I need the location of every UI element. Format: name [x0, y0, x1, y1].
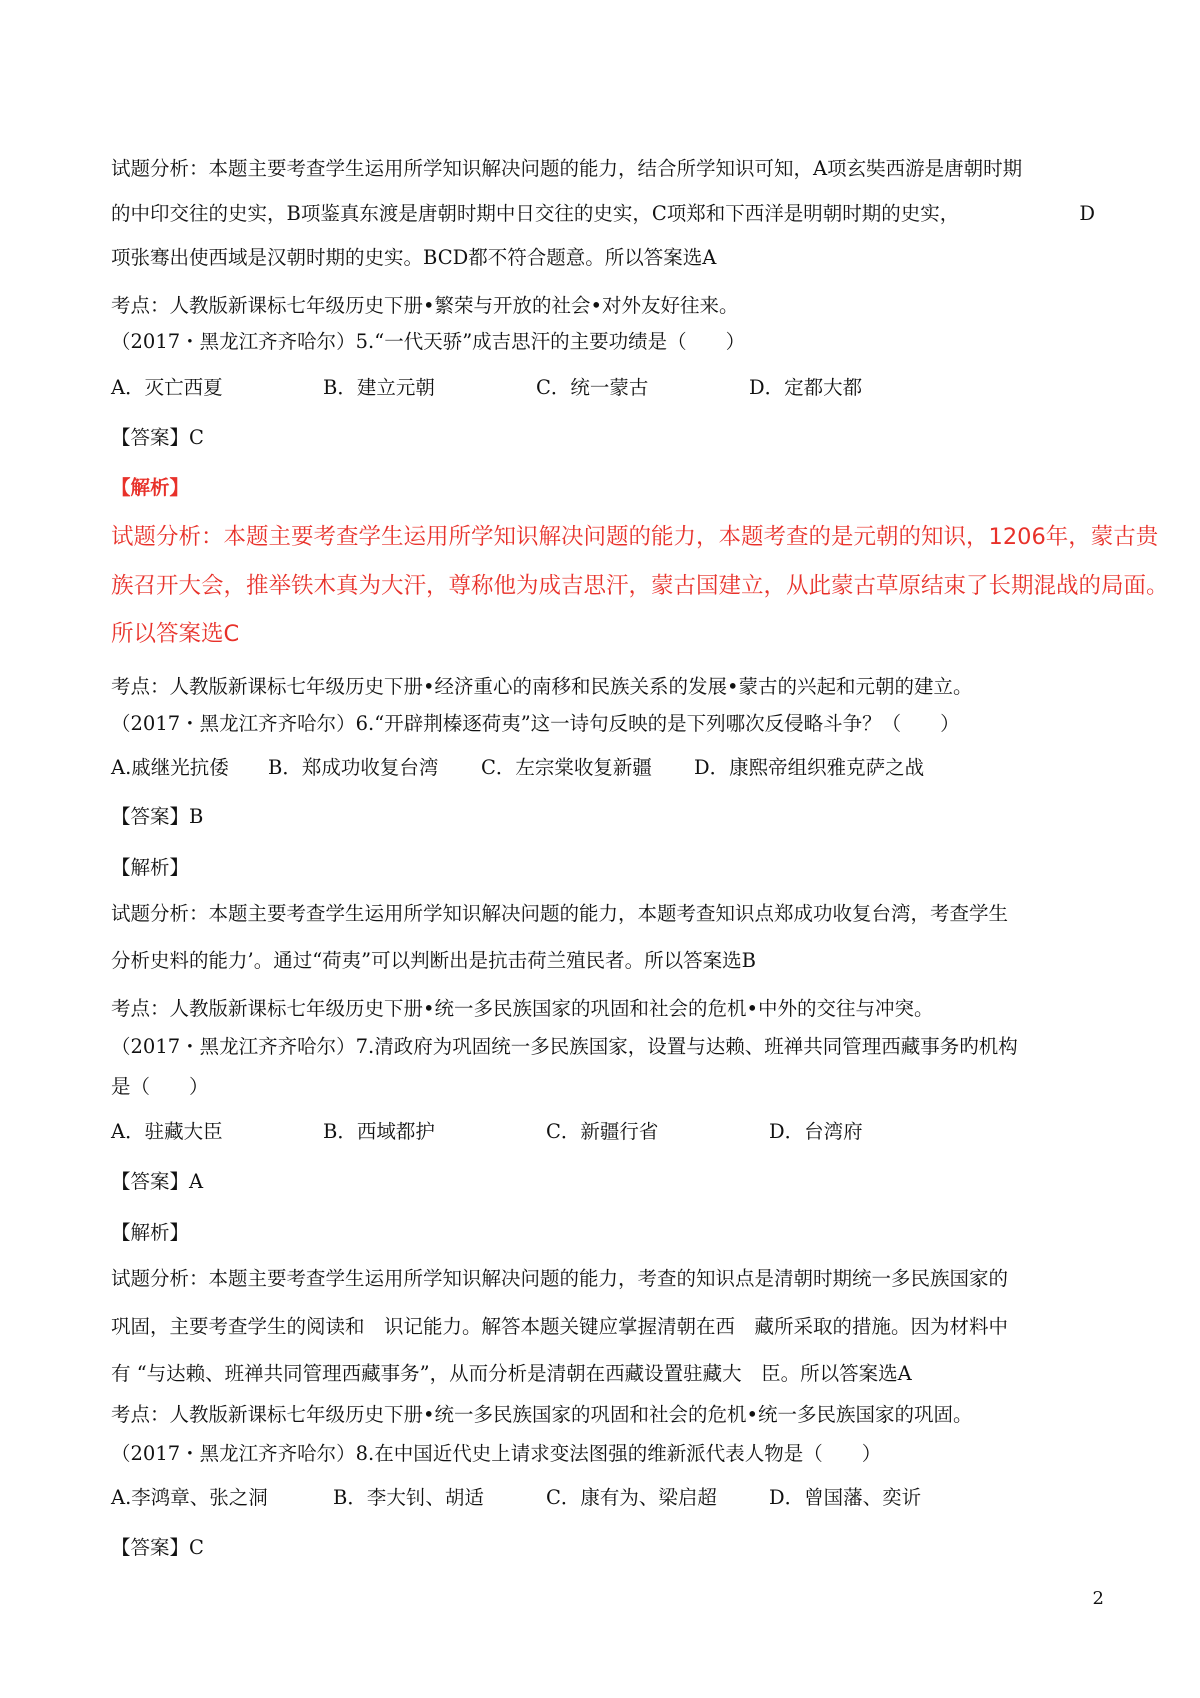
q4-analysis-line-3: 项张骞出使西域是汉朝时期的史实。BCD都不符合题意。所以答案选A: [111, 246, 717, 269]
q4-analysis-text-2: 的中印交往的史实，B项鉴真东渡是唐朝时期中日交往的史实，C项郑和下西洋是明朝时期的史实，: [111, 202, 960, 225]
q8-stem: （2017・黑龙江齐齐哈尔）8.在中国近代史上请求变法图强的维新派代表人物是（ ）: [111, 1442, 882, 1465]
q5-analysis-line-3: 所以答案选C: [111, 621, 240, 647]
q7-option-c: C．新疆行省: [546, 1120, 659, 1143]
q5-jiexi-heading: 【解析】: [111, 476, 190, 499]
q7-stem-line-1: [111, 1033, 1095, 1061]
page-number: 2: [1092, 1588, 1104, 1609]
q4-kaodian: 考点：人教版新课标七年级历史下册•繁荣与开放的社会•对外友好往来。: [111, 294, 739, 317]
q6-kaodian: 考点：人教版新课标七年级历史下册•统一多民族国家的巩固和社会的危机•中外的交往与冲突。: [111, 997, 934, 1020]
q8-option-b: B．李大钊、胡适: [333, 1486, 484, 1509]
q5-option-c: C．统一蒙古: [536, 376, 649, 399]
q6-option-d: D．康熙帝组织雅克萨之战: [694, 756, 925, 779]
q6-analysis-line-2: 分析史料的能力’。通过“荷夷”可以判断出是抗击荷兰殖民者。所以答案选B: [111, 949, 756, 972]
q5-option-a: A．灭亡西夏: [111, 376, 223, 399]
q4-analysis-text-2-right: D: [1079, 202, 1095, 225]
q4-analysis-text-1: 试题分析：本题主要考查学生运用所学知识解决问题的能力，结合所学知识可知，A项玄奘西游是唐朝时期: [111, 157, 1023, 180]
q7-stem-line-2: 是（ ）: [111, 1075, 209, 1098]
q7-answer: 【答案】A: [111, 1170, 204, 1193]
q5-option-b: B．建立元朝: [323, 376, 435, 399]
q7-analysis-line-2: [111, 1313, 1095, 1341]
q7-option-b: B．西域都护: [323, 1120, 435, 1143]
q5-analysis-line-1: 试题分析：本题主要考查学生运用所学知识解决问题的能力，本题考查的是元朝的知识，1206年，蒙古贵: [111, 524, 1159, 550]
q5-option-d: D．定都大都: [749, 376, 863, 399]
q7-stem-text-1: （2017・黑龙江齐齐哈尔）7.清政府为巩固统一多民族国家，设置与达赖、班禅共同管理西藏事务旳机构: [111, 1035, 1018, 1058]
q8-option-c: C．康有为、梁启超: [546, 1486, 717, 1509]
q5-stem: （2017・黑龙江齐齐哈尔）5.“一代天骄”成吉思汗的主要功绩是（ ）: [111, 330, 746, 353]
q7-analysis-line-1: [111, 1265, 1095, 1293]
q6-option-c: C．左宗棠收复新疆: [481, 756, 652, 779]
q4-analysis-line-1: [111, 155, 1095, 183]
q5-kaodian: 考点：人教版新课标七年级历史下册•经济重心的南移和民族关系的发展•蒙古的兴起和元朝的建立。: [111, 675, 973, 698]
q7-option-d: D．台湾府: [769, 1120, 863, 1143]
q7-jiexi-heading: 【解析】: [111, 1221, 190, 1244]
q7-option-a: A．驻藏大臣: [111, 1120, 223, 1143]
q7-analysis-line-3: 有 “与达赖、班禅共同管理西藏事务”，从而分析是清朝在西藏设置驻藏大 臣。所以答案选A: [111, 1362, 912, 1385]
q4-analysis-line-2: [111, 200, 1095, 228]
q7-analysis-text-1: 试题分析：本题主要考查学生运用所学知识解决问题的能力，考查的知识点是清朝时期统一多民族国家的: [111, 1267, 1009, 1290]
q6-option-a: A.戚继光抗倭: [111, 756, 229, 779]
q7-kaodian: 考点：人教版新课标七年级历史下册•统一多民族国家的巩固和社会的危机•统一多民族国家的巩固。: [111, 1403, 973, 1426]
q7-analysis-text-2: 巩固，主要考查学生的阅读和 识记能力。解答本题关键应掌握清朝在西 藏所采取的措施。因为材料中: [111, 1315, 1009, 1338]
q6-option-b: B．郑成功收复台湾: [268, 756, 439, 779]
q6-stem: （2017・黑龙江齐齐哈尔）6.“开辟荆榛逐荷夷”这一诗句反映的是下列哪次反侵略斗争？（ ）: [111, 712, 960, 735]
q5-analysis-line-2: 族召开大会，推举铁木真为大汗，尊称他为成吉思汗，蒙古国建立，从此蒙古草原结束了长期混战的局面。: [111, 573, 1169, 599]
q5-answer: 【答案】C: [111, 426, 204, 449]
q6-answer: 【答案】B: [111, 805, 204, 828]
q6-analysis-text-1: 试题分析：本题主要考查学生运用所学知识解决问题的能力，本题考查知识点郑成功收复台湾，考查学生: [111, 902, 1009, 925]
q8-option-d: D．曾国藩、奕䜣: [769, 1486, 922, 1509]
q6-analysis-line-1: [111, 900, 1095, 928]
q8-option-a: A.李鸿章、张之洞: [111, 1486, 268, 1509]
q8-answer: 【答案】C: [111, 1536, 204, 1559]
q6-jiexi-heading: 【解析】: [111, 856, 190, 879]
